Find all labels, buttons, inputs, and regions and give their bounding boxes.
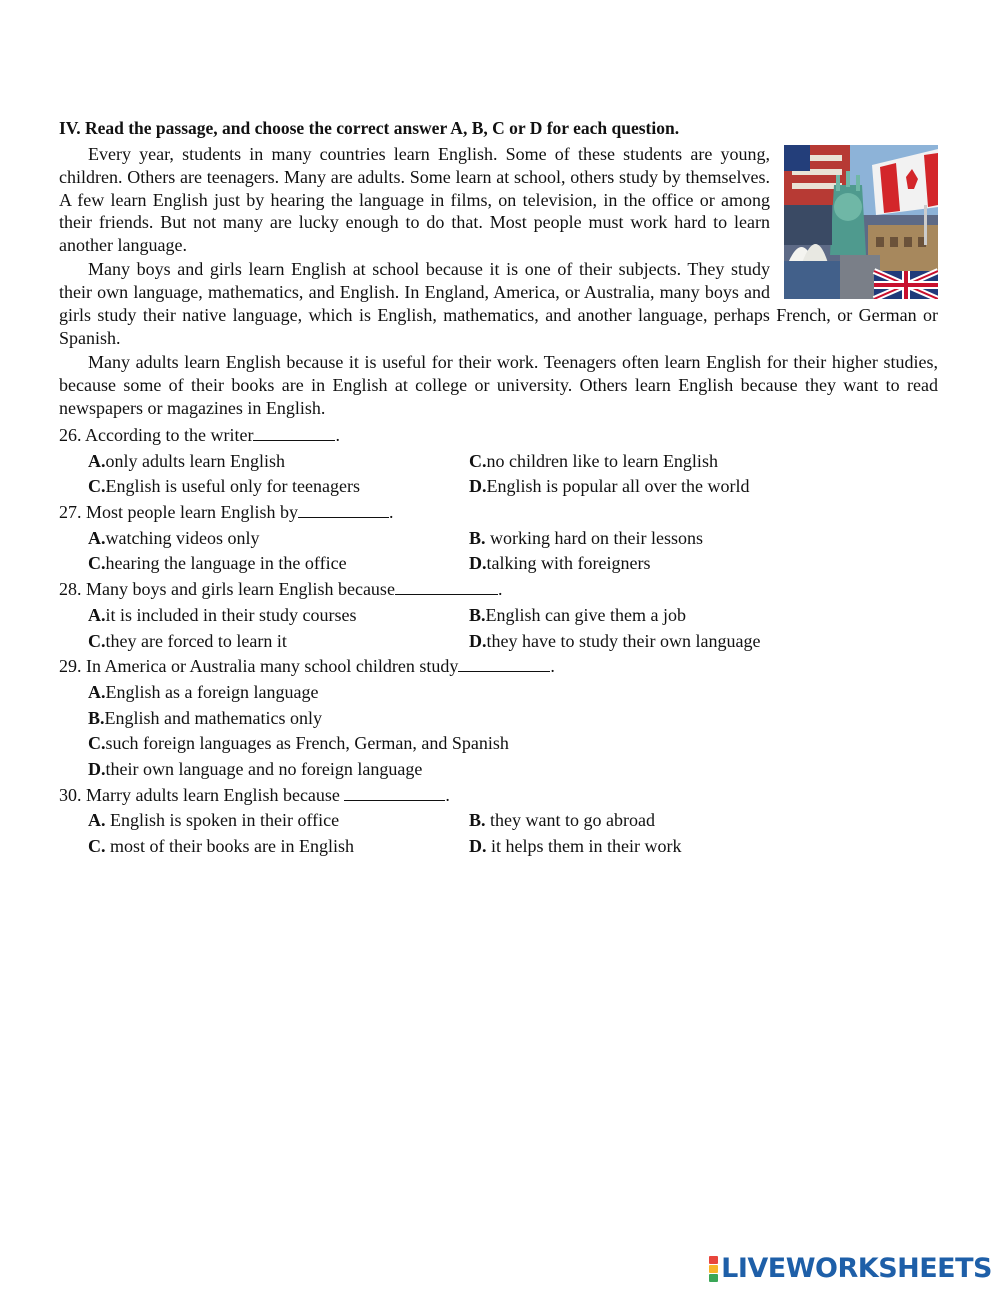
liveworksheets-logo xyxy=(709,1253,992,1284)
option-row xyxy=(59,526,938,552)
answer-option[interactable]: B.English can give them a job xyxy=(469,604,686,625)
option-row xyxy=(59,449,938,475)
question-text: 28. Many boys and girls learn English because xyxy=(59,579,395,600)
reading-passage xyxy=(59,143,938,421)
logo-blocks-icon xyxy=(709,1256,718,1282)
countries-collage-image xyxy=(784,145,938,299)
answer-option[interactable]: A.only adults learn English xyxy=(88,450,285,471)
passage-paragraph-3: Many adults learn English because it is useful for their work. Teenagers often learn English for their higher studies, because some of their books are in English at college or university. Others learn English because they want to read newspapers or magazines in English. xyxy=(59,352,938,418)
passage-paragraph-1: Every year, students in many countries learn English. Some of these students are young, children. Others are teenagers. Many are adults. Some learn at school, others study by themselves. A few learn English just by hearing the language in films, on television, in the office or among their friends. But not many are lucky enough to do that. Most people must work hard to learn another language. xyxy=(59,144,770,256)
answer-option[interactable]: A. English is spoken in their office xyxy=(88,810,340,831)
answer-option[interactable]: C. most of their books are in English xyxy=(88,836,354,856)
answer-option[interactable]: D.they have to study their own language xyxy=(469,630,761,651)
answer-option[interactable]: A.watching videos only xyxy=(88,527,260,548)
answer-option[interactable]: C.no children like to learn English xyxy=(469,450,718,471)
answer-option[interactable]: A.it is included in their study courses xyxy=(88,604,357,625)
answer-option[interactable]: C.hearing the language in the office xyxy=(88,553,347,574)
answer-option[interactable]: D. it helps them in their work xyxy=(469,836,682,856)
answer-option[interactable]: D.talking with foreigners xyxy=(469,553,651,574)
answer-blank[interactable] xyxy=(395,577,498,595)
option-row xyxy=(59,706,938,732)
question-text: 27. Most people learn English by xyxy=(59,502,298,523)
answer-option[interactable]: C.such foreign languages as French, German, and Spanish xyxy=(88,733,509,754)
answer-blank[interactable] xyxy=(298,500,389,518)
option-row xyxy=(59,603,938,629)
answer-option[interactable]: B. they want to go abroad xyxy=(469,810,655,831)
question-stem: 30. Marry adults learn English because . xyxy=(59,784,450,805)
answer-blank[interactable] xyxy=(253,423,335,441)
answer-option[interactable]: D.English is popular all over the world xyxy=(469,476,750,497)
option-row xyxy=(59,731,938,757)
option-row xyxy=(59,680,938,706)
answer-option[interactable]: B.English and mathematics only xyxy=(88,707,322,728)
answer-option[interactable]: A.English as a foreign language xyxy=(88,681,319,702)
option-row xyxy=(59,834,938,860)
question-stem: 28. Many boys and girls learn English because . xyxy=(59,579,503,600)
passage-paragraph-2: Many boys and girls learn English at school because it is one of their subjects. They study their own language, mathematics, and English. In England, America, or Australia, many boys and girls study their native language, which is English, mathematics, and another language, perhaps French, or German or Spanish. xyxy=(59,259,938,348)
option-row xyxy=(59,551,938,577)
answer-blank[interactable] xyxy=(344,783,445,801)
question-stem: 27. Most people learn English by . xyxy=(59,502,394,523)
option-row xyxy=(59,808,938,834)
answer-blank[interactable] xyxy=(458,654,550,672)
option-row xyxy=(59,629,938,655)
question-text: 29. In America or Australia many school children study xyxy=(59,656,459,677)
answer-option[interactable]: C.they are forced to learn it xyxy=(88,630,287,651)
question-text: 26. According to the writer xyxy=(59,425,254,445)
logo-text: LIVEWORKSHEETS xyxy=(721,1253,992,1284)
option-row xyxy=(59,757,938,783)
question-text: 30. Marry adults learn English because xyxy=(59,784,345,805)
answer-option[interactable]: D.their own language and no foreign language xyxy=(88,758,423,779)
section-heading: IV. Read the passage, and choose the correct answer A, B, C or D for each question. xyxy=(59,118,680,138)
question-stem: 29. In America or Australia many school children study . xyxy=(59,656,555,677)
option-row xyxy=(59,474,938,500)
answer-option[interactable]: C.English is useful only for teenagers xyxy=(88,476,360,497)
answer-option[interactable]: B. working hard on their lessons xyxy=(469,527,703,548)
question-list xyxy=(59,423,938,860)
question-stem: 26. According to the writer . xyxy=(59,425,340,445)
